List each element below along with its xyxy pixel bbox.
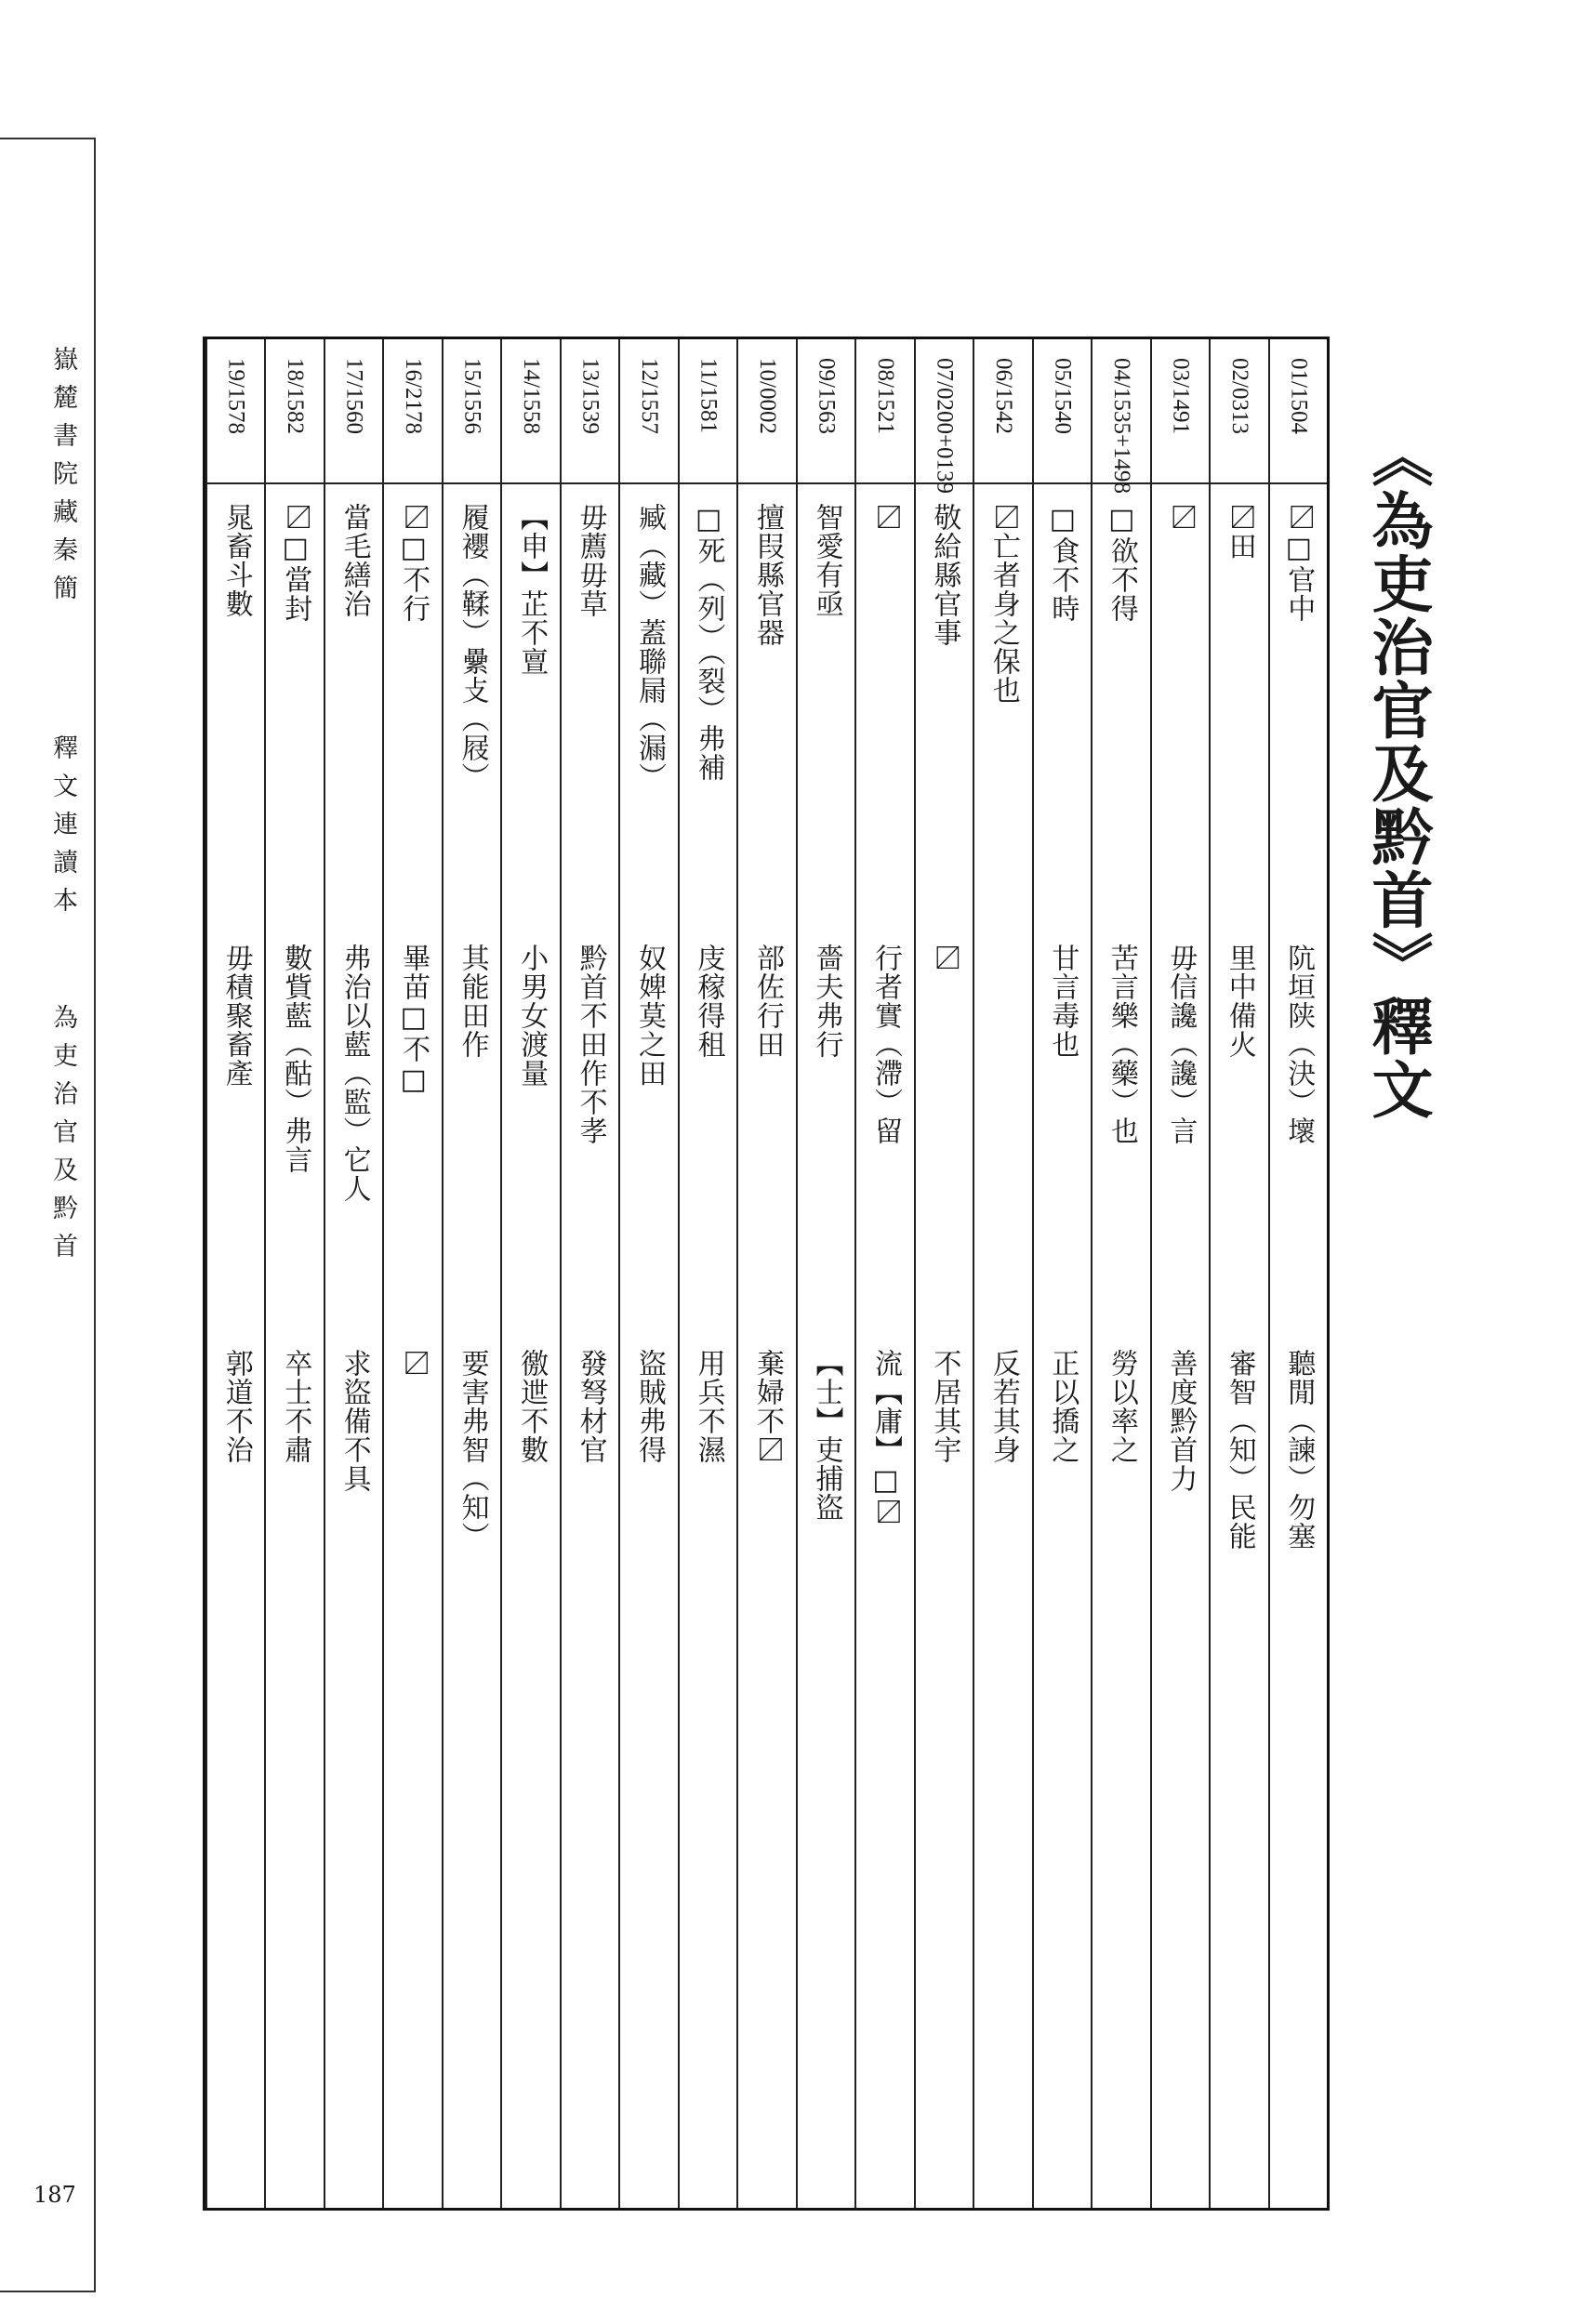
text-segment-2: 弗治以藍（監）它人: [338, 944, 371, 1203]
table-column: [796, 339, 854, 2208]
slip-number-cell: [1211, 339, 1267, 484]
slip-number-cell: [502, 339, 559, 484]
text-segment-2: 毋積聚畜產: [219, 944, 253, 1088]
slip-number: 19/1578: [223, 358, 249, 434]
text-segment-1: 毋薦毋草: [574, 503, 607, 618]
text-segment-1: 敬給縣官事: [928, 503, 961, 647]
table-column: [973, 339, 1031, 2208]
table-column: [678, 339, 736, 2208]
slip-number: 01/1504: [1286, 358, 1312, 434]
text-segment-1: 〼: [868, 503, 902, 532]
text-segment-1: 〼□當封: [279, 503, 312, 623]
slip-number: 13/1539: [577, 358, 603, 434]
slip-number-cell: [1270, 339, 1327, 484]
text-segment-2: 其能田作: [456, 944, 489, 1059]
text-segment-1: 【申】芷不亶: [515, 503, 549, 676]
text-segment-2: 小男女渡量: [515, 944, 549, 1088]
text-segment-3: 反若其身: [987, 1349, 1020, 1464]
text-segment-2: 里中備火: [1223, 944, 1256, 1059]
slip-number-cell: [562, 339, 618, 484]
slip-number-cell: [207, 339, 264, 484]
slip-number-cell: [266, 339, 323, 484]
slip-number-cell: [444, 339, 500, 484]
text-segment-1: 當毛繕治: [338, 503, 371, 618]
table-column: [854, 339, 913, 2208]
table-column: [914, 339, 973, 2208]
text-segment-1: 智愛有亟: [810, 503, 843, 618]
text-segment-3: 審智（知）民能: [1223, 1349, 1256, 1551]
table-column: [1091, 339, 1149, 2208]
text-segment-3: 徼迣不數: [515, 1349, 549, 1464]
slip-number: 02/0313: [1226, 358, 1252, 434]
text-segment-2: 畢苗□不□: [397, 944, 430, 1097]
text-segment-3: 流【庸】□〼: [868, 1349, 902, 1526]
text-segment-3: 不居其宇: [928, 1349, 961, 1464]
slip-number-cell: [798, 339, 854, 484]
running-header-title: 為吏治官及黔首: [48, 1004, 77, 1271]
slip-number-cell: [384, 339, 441, 484]
slip-number-cell: [974, 339, 1031, 484]
slip-number-cell: [856, 339, 913, 484]
table-column: [736, 339, 795, 2208]
text-segment-2: 數貲藍（酤）弗言: [279, 944, 312, 1174]
slip-number: 03/1491: [1168, 358, 1194, 434]
text-segment-3: 正以撟之: [1046, 1349, 1079, 1464]
page-title: 《為吏治官及黔首》釋文: [1361, 426, 1434, 1121]
text-segment-1: 〼田: [1223, 503, 1256, 561]
slip-number: 16/2178: [401, 358, 427, 434]
slip-number: 15/1556: [459, 358, 485, 434]
text-segment-1: □食不時: [1046, 503, 1079, 623]
transcription-table: [203, 337, 1330, 2211]
table-column: [382, 339, 441, 2208]
slip-number: 14/1558: [519, 358, 545, 434]
table-column: [1032, 339, 1091, 2208]
slip-number: 11/1581: [695, 358, 722, 434]
text-segment-3: 求盜備不具: [338, 1349, 371, 1493]
text-segment-1: 擅叚縣官器: [750, 503, 784, 647]
text-segment-1: 〼□官中: [1282, 503, 1316, 623]
text-segment-2: 行者實（滯）留: [868, 944, 902, 1145]
text-segment-1: 〼亡者身之保也: [987, 503, 1020, 705]
table-column: [618, 339, 677, 2208]
table-column: [264, 339, 323, 2208]
text-segment-1: 〼□不行: [397, 503, 430, 623]
slip-number-cell: [1092, 339, 1149, 495]
text-segment-2: 毋信讒（讒）言: [1164, 944, 1198, 1145]
text-segment-1: □死（列）（裂）弗補: [692, 503, 725, 782]
table-column: [205, 339, 264, 2208]
text-segment-2: 苦言樂（藥）也: [1105, 944, 1138, 1145]
slip-number: 18/1582: [283, 358, 309, 434]
text-segment-1: 履䙬（鞣）纍攴（屐）: [456, 503, 489, 791]
slip-number: 17/1560: [341, 358, 367, 434]
text-segment-3: 聽閒（諫）勿塞: [1282, 1349, 1316, 1551]
table-column: [1209, 339, 1267, 2208]
text-segment-2: 奴婢莫之田: [633, 944, 667, 1088]
text-segment-2: 阬垣陕（決）壞: [1282, 944, 1316, 1145]
running-header-book: 嶽麓書院藏秦簡: [48, 346, 77, 613]
text-segment-2: 黔首不田作不孝: [574, 944, 607, 1145]
text-segment-1: 〼: [1164, 503, 1198, 532]
text-segment-3: 盜賊弗得: [633, 1349, 667, 1464]
slip-number-cell: [738, 339, 795, 484]
slip-number-cell: [680, 339, 736, 484]
slip-number: 12/1557: [637, 358, 663, 434]
text-segment-2: 庋稼得租: [692, 944, 725, 1059]
text-segment-1: 臧（藏）蓋聯屚（漏）: [633, 503, 667, 791]
slip-number: 05/1540: [1050, 358, 1076, 434]
text-segment-3: 要害弗智（知）: [456, 1349, 489, 1551]
text-segment-3: 善度黔首力: [1164, 1349, 1198, 1493]
table-column: [560, 339, 618, 2208]
page-number: 187: [33, 2182, 76, 2208]
text-segment-3: 棄婦不〼: [750, 1349, 784, 1464]
slip-number: 07/0200+0139: [932, 358, 958, 495]
text-segment-3: 【士】吏捕盜: [810, 1349, 843, 1522]
text-segment-2: 部佐行田: [750, 944, 784, 1059]
slip-number: 09/1563: [814, 358, 840, 434]
text-segment-2: 嗇夫弗行: [810, 944, 843, 1059]
table-column: [1268, 339, 1327, 2208]
text-segment-3: 用兵不濕: [692, 1349, 725, 1464]
slip-number: 10/0002: [754, 358, 780, 434]
slip-number: 04/1535+1498: [1108, 358, 1134, 495]
text-segment-1: 晁畜斗數: [219, 503, 253, 618]
table-column: [324, 339, 382, 2208]
slip-number-cell: [1152, 339, 1209, 484]
table-column: [1150, 339, 1209, 2208]
slip-number-cell: [916, 339, 973, 495]
text-segment-3: 勞以率之: [1105, 1349, 1138, 1464]
text-segment-3: 發弩材官: [574, 1349, 607, 1464]
text-segment-3: 郭道不治: [219, 1349, 253, 1464]
table-column: [442, 339, 500, 2208]
text-segment-1: □欲不得: [1105, 503, 1138, 623]
slip-number: 06/1542: [990, 358, 1016, 434]
table-column: [500, 339, 559, 2208]
slip-number-cell: [325, 339, 382, 484]
text-segment-2: 甘言毒也: [1046, 944, 1079, 1059]
text-segment-3: 卒士不肅: [279, 1349, 312, 1464]
slip-number-cell: [620, 339, 677, 484]
running-header-kind: 釋文連讀本: [48, 734, 77, 925]
slip-number-cell: [1034, 339, 1091, 484]
slip-number: 08/1521: [872, 358, 898, 434]
text-segment-3: 〼: [397, 1349, 430, 1378]
text-segment-2: 〼: [928, 944, 961, 972]
